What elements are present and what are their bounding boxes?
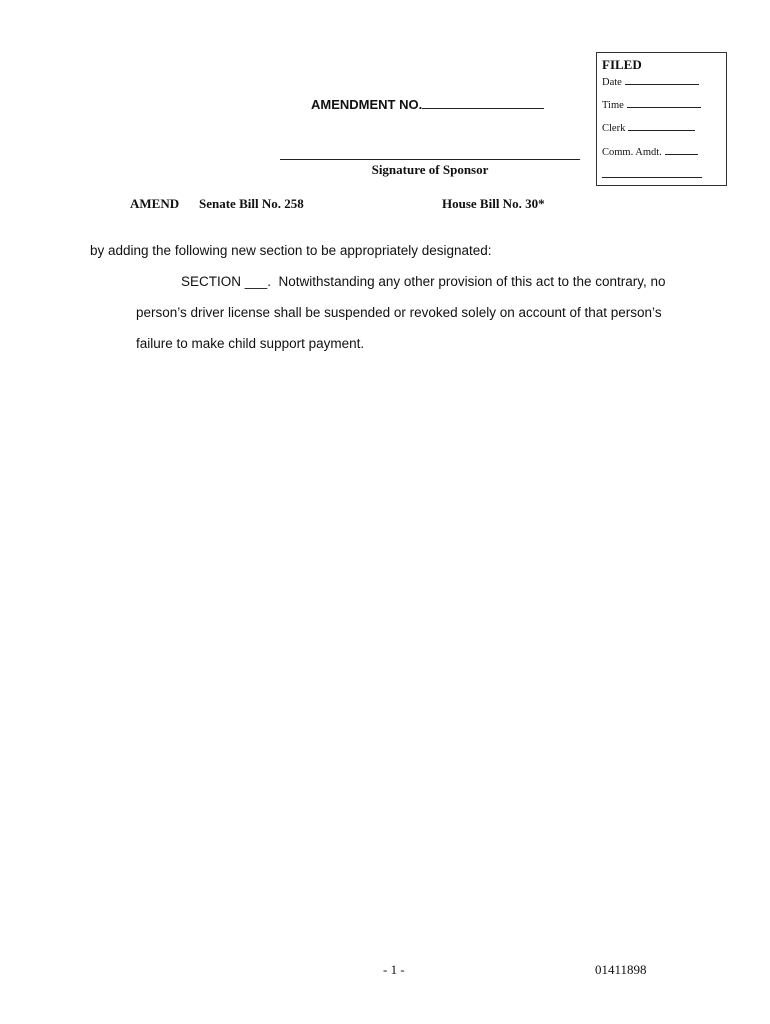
amend-label: AMEND [130, 196, 180, 211]
filed-clerk-field [602, 121, 695, 134]
filed-time-blank [627, 98, 701, 108]
filed-comm-amdt-label: Comm. Amdt. [602, 147, 662, 158]
page-number: - 1 - [383, 962, 405, 977]
filed-clerk-blank [628, 121, 695, 131]
section-line-3: failure to make child support payment. [136, 336, 365, 351]
filed-comm-amdt-blank [665, 145, 698, 155]
filed-time-label: Time [602, 100, 624, 111]
filed-time-field [602, 98, 701, 111]
filed-title: FILED [602, 57, 642, 72]
filed-date-label: Date [602, 77, 622, 88]
filed-date-blank [625, 75, 699, 85]
amendment-number-label: AMENDMENT NO. [311, 97, 423, 112]
signature-label: Signature of Sponsor [371, 162, 489, 177]
signature-line [280, 159, 580, 160]
document-id: 01411898 [595, 962, 647, 977]
senate-bill-label: Senate Bill No. 258 [199, 196, 304, 211]
section-line-1 [181, 274, 666, 289]
filed-clerk-label: Clerk [602, 123, 626, 134]
section-prefix: SECTION ___. [181, 274, 272, 289]
intro-paragraph: by adding the following new section to be appropriately designated: [90, 243, 492, 258]
house-bill-label: House Bill No. 30* [442, 196, 545, 211]
amendment-number-heading [311, 97, 544, 112]
section-line-2: person’s driver license shall be suspended or revoked solely on account of that person’s [136, 305, 662, 320]
amendment-number-blank [422, 98, 544, 109]
filed-date-field [602, 75, 699, 88]
section-text-1: Notwithstanding any other provision of this act to the contrary, no [278, 274, 666, 289]
filed-extra-field [602, 168, 702, 181]
filed-comm-amdt-field [602, 145, 698, 158]
filed-stamp-box [596, 52, 727, 186]
filed-extra-blank [602, 168, 702, 178]
